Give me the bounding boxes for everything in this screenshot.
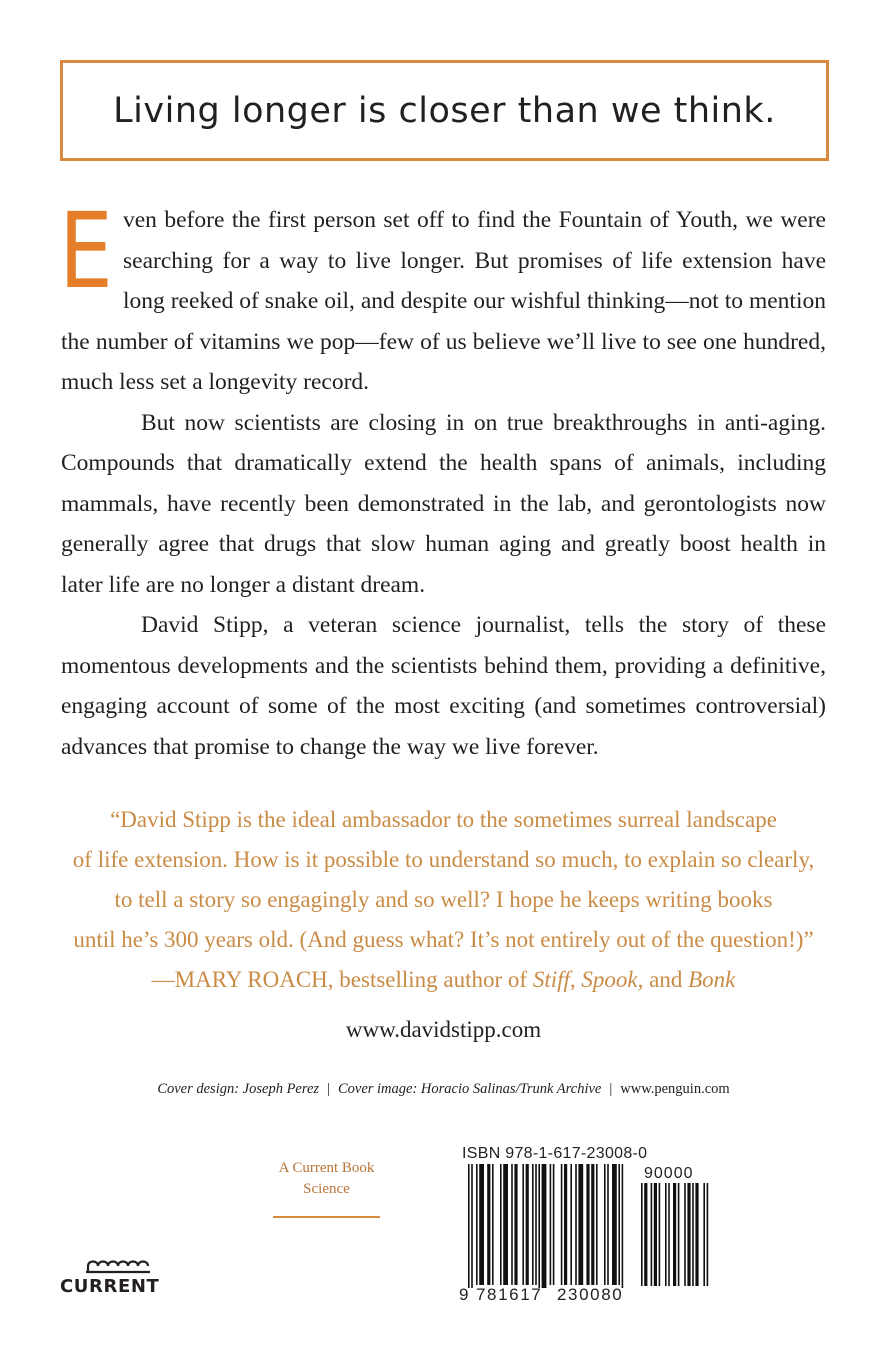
cover-credits — [0, 1081, 887, 1098]
barcode-bar — [542, 1164, 547, 1288]
barcode-bar — [503, 1164, 508, 1285]
addon-bar — [641, 1183, 643, 1286]
addon-bar — [654, 1183, 657, 1286]
attribution-comma: , — [569, 967, 582, 992]
imprint-divider — [273, 1216, 380, 1218]
addon-bar — [668, 1183, 670, 1286]
addon-bar — [659, 1183, 661, 1286]
barcode-bar — [538, 1164, 540, 1288]
barcode-bar — [553, 1164, 555, 1285]
barcode-bar — [570, 1164, 572, 1285]
barcode-bar — [564, 1164, 567, 1285]
blurb-quote — [40, 800, 847, 1000]
barcode-bar — [468, 1164, 470, 1288]
paragraph-1-text: ven before the first person set off to find the Fountain of Youth, we were searching for a way to live longer. But promises of life extension have long reeked of snake oil, and despite our wishful thinking—not to mention the number of vitamins we pop—few of us believe we’ll live to see one hundred, much less set a longevity record. — [61, 207, 826, 395]
description — [59, 190, 826, 767]
barcode-bar — [612, 1164, 617, 1285]
paragraph-3: David Stipp, a veteran science journalist, tells the story of these momentous developments and the scientists behind them, providing a definitive, engaging account of some of the most exciting (and sometimes controversial) advances that promise to change the way we live forever. — [61, 612, 826, 760]
imprint-category: Science — [303, 1181, 350, 1197]
barcode-bar — [561, 1164, 563, 1285]
barcode-bar — [511, 1164, 513, 1285]
publisher-logo — [60, 1258, 160, 1308]
publisher-url[interactable]: www.penguin.com — [620, 1081, 730, 1097]
cover-image-credit: Cover image: Horacio Salinas/Trunk Archive — [337, 1081, 602, 1097]
barcode-bar — [604, 1164, 606, 1285]
book-title-bonk: Bonk — [688, 967, 736, 992]
addon-bar — [651, 1183, 653, 1286]
addon-bar — [703, 1183, 705, 1286]
barcode-bar — [535, 1164, 537, 1285]
barcode-bar — [487, 1164, 490, 1285]
barcode-digits-left: 781617 — [476, 1285, 543, 1304]
barcode-bar — [522, 1164, 524, 1285]
barcode-bar — [550, 1164, 552, 1285]
barcode-bar — [500, 1164, 502, 1285]
quote-line-4: until he’s 300 years old. (And guess what? It’s not entirely out of the question!)” — [73, 927, 814, 952]
barcode-bar — [532, 1164, 534, 1285]
quote-attribution — [40, 960, 847, 1000]
addon-bar — [687, 1183, 690, 1286]
barcode-bar — [492, 1164, 494, 1285]
attribution-author: —MARY ROACH, bestselling author of — [151, 967, 533, 992]
isbn-barcode — [459, 1145, 724, 1305]
headline: Living longer is closer than we think. — [113, 90, 776, 131]
addon-bar — [707, 1183, 709, 1286]
barcode-bar — [618, 1164, 620, 1285]
current-logo-icon — [86, 1258, 156, 1274]
cover-design-credit: Cover design: Joseph Perez — [157, 1081, 320, 1097]
addon-bar — [692, 1183, 694, 1286]
quote-line-1: “David Stipp is the ideal ambassador to the sometimes surreal landscape — [110, 807, 777, 832]
book-title-stiff: Stiff — [532, 967, 570, 992]
quote-line-3: to tell a story so engagingly and so well? I hope he keeps writing books — [114, 887, 773, 912]
addon-bar — [644, 1183, 647, 1286]
barcode-bar — [471, 1164, 473, 1288]
price-code: 90000 — [644, 1165, 694, 1182]
book-title-spook: Spook — [581, 967, 638, 992]
ean-barcode-bars — [468, 1164, 634, 1288]
barcode-bar — [526, 1164, 529, 1285]
barcode-lead-digit: 9 — [459, 1285, 471, 1304]
barcode-bar — [476, 1164, 478, 1285]
author-website[interactable]: www.davidstipp.com — [345, 1017, 542, 1042]
barcode-bar — [622, 1164, 624, 1288]
drop-cap: E — [59, 190, 113, 312]
credit-separator: | — [609, 1081, 613, 1097]
attribution-and: , and — [637, 967, 689, 992]
logo-wordmark: CURRENT — [60, 1276, 160, 1297]
addon-bar — [678, 1183, 680, 1286]
barcode-bar — [479, 1164, 484, 1285]
barcode-bar — [578, 1164, 583, 1285]
quote-line-2: of life extension. How is it possible to understand so much, to explain so clearly, — [72, 847, 815, 872]
credit-separator: | — [327, 1081, 330, 1097]
headline-box — [60, 60, 829, 161]
paragraph-2: But now scientists are closing in on true breakthroughs in anti-aging. Compounds that dramatically extend the health spans of animals, including mammals, have recently been demonstrated in the lab, and gerontologists now generally agree that drugs that slow human aging and greatly boost health in later life are no longer a distant dream. — [61, 409, 826, 598]
addon-barcode-bars — [641, 1183, 711, 1288]
isbn-label: ISBN 978-1-617-23008-0 — [462, 1145, 648, 1162]
barcode-digits-right: 230080 — [557, 1285, 624, 1304]
barcode-bar — [514, 1164, 517, 1285]
addon-bar — [673, 1183, 676, 1286]
addon-bar — [665, 1183, 667, 1286]
barcode-bar — [575, 1164, 577, 1285]
barcode-bar — [596, 1164, 598, 1285]
addon-bar — [684, 1183, 686, 1286]
barcode-bar — [607, 1164, 609, 1285]
paragraph-1 — [59, 190, 826, 403]
imprint-line-1: A Current Book — [278, 1160, 375, 1176]
barcode-bar — [586, 1164, 589, 1285]
barcode-bar — [591, 1164, 594, 1285]
imprint-label — [273, 1158, 380, 1200]
addon-bar — [695, 1183, 698, 1286]
